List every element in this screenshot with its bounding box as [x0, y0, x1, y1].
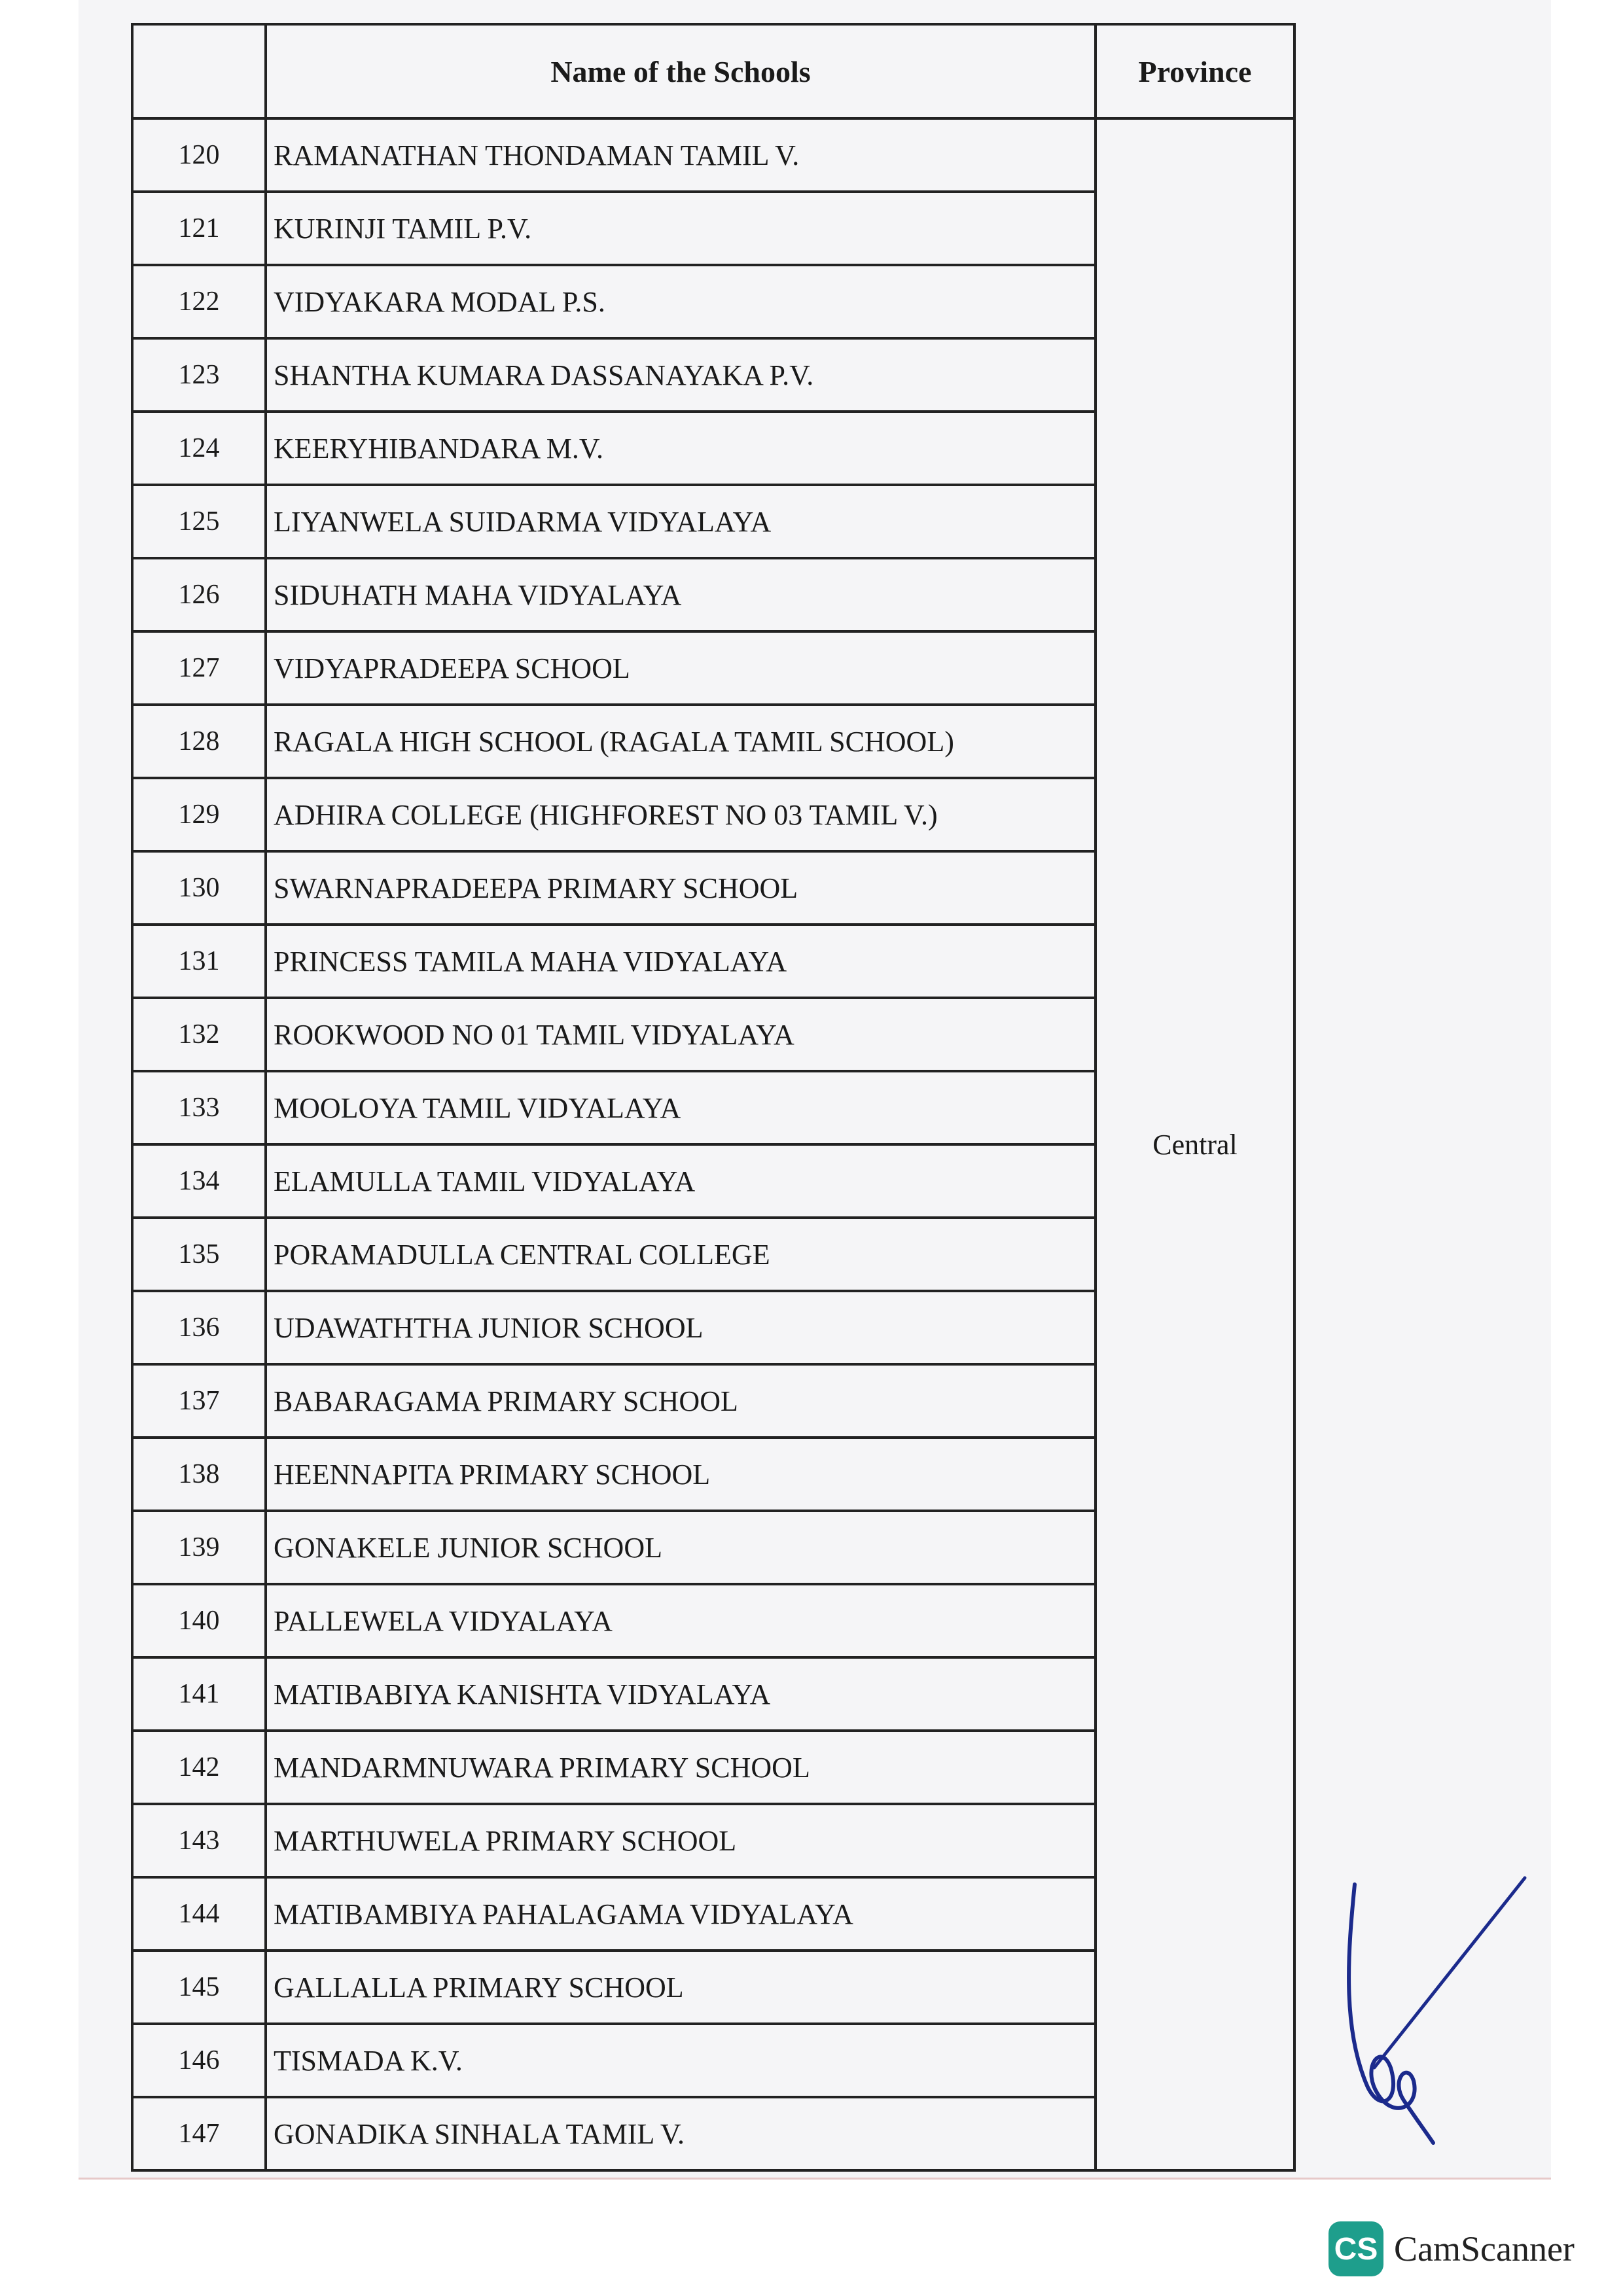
school-name: VIDYAKARA MODAL P.S. [266, 265, 1096, 338]
row-number: 121 [132, 192, 266, 265]
row-number: 125 [132, 485, 266, 558]
row-number: 142 [132, 1731, 266, 1804]
school-name: RAGALA HIGH SCHOOL (RAGALA TAMIL SCHOOL) [266, 705, 1096, 778]
school-name: SHANTHA KUMARA DASSANAYAKA P.V. [266, 338, 1096, 412]
school-name: PRINCESS TAMILA MAHA VIDYALAYA [266, 925, 1096, 998]
row-number: 138 [132, 1438, 266, 1511]
school-name: BABARAGAMA PRIMARY SCHOOL [266, 1364, 1096, 1438]
schools-table [131, 23, 1296, 2172]
row-number: 133 [132, 1071, 266, 1144]
school-name: MOOLOYA TAMIL VIDYALAYA [266, 1071, 1096, 1144]
row-number: 144 [132, 1877, 266, 1951]
row-number: 122 [132, 265, 266, 338]
school-name: ADHIRA COLLEGE (HIGHFOREST NO 03 TAMIL V.) [266, 778, 1096, 851]
school-name: PALLEWELA VIDYALAYA [266, 1584, 1096, 1657]
row-number: 146 [132, 2024, 266, 2097]
table-header-row [132, 24, 1294, 118]
row-number: 147 [132, 2097, 266, 2170]
header-number [132, 24, 266, 118]
row-number: 130 [132, 851, 266, 925]
camscanner-logo-icon: CS [1329, 2221, 1383, 2276]
row-number: 124 [132, 412, 266, 485]
school-name: MATIBAMBIYA PAHALAGAMA VIDYALAYA [266, 1877, 1096, 1951]
row-number: 137 [132, 1364, 266, 1438]
row-number: 134 [132, 1144, 266, 1218]
row-number: 129 [132, 778, 266, 851]
school-name: ROOKWOOD NO 01 TAMIL VIDYALAYA [266, 998, 1096, 1071]
row-number: 126 [132, 558, 266, 631]
school-name: GONAKELE JUNIOR SCHOOL [266, 1511, 1096, 1584]
table-row [132, 118, 1294, 192]
school-name: ELAMULLA TAMIL VIDYALAYA [266, 1144, 1096, 1218]
school-name: KURINJI TAMIL P.V. [266, 192, 1096, 265]
school-name: MANDARMNUWARA PRIMARY SCHOOL [266, 1731, 1096, 1804]
school-name: SWARNAPRADEEPA PRIMARY SCHOOL [266, 851, 1096, 925]
row-number: 136 [132, 1291, 266, 1364]
row-number: 139 [132, 1511, 266, 1584]
row-number: 132 [132, 998, 266, 1071]
header-province: Province [1096, 24, 1294, 118]
row-number: 135 [132, 1218, 266, 1291]
school-name: SIDUHATH MAHA VIDYALAYA [266, 558, 1096, 631]
school-name: RAMANATHAN THONDAMAN TAMIL V. [266, 118, 1096, 192]
row-number: 128 [132, 705, 266, 778]
school-name: KEERYHIBANDARA M.V. [266, 412, 1096, 485]
camscanner-watermark [1329, 2221, 1575, 2276]
handwritten-signature-icon [1329, 1871, 1538, 2146]
school-name: HEENNAPITA PRIMARY SCHOOL [266, 1438, 1096, 1511]
header-school-name: Name of the Schools [266, 24, 1096, 118]
row-number: 120 [132, 118, 266, 192]
row-number: 131 [132, 925, 266, 998]
paper-edge [79, 2178, 1551, 2180]
row-number: 123 [132, 338, 266, 412]
school-name: GONADIKA SINHALA TAMIL V. [266, 2097, 1096, 2170]
school-name: VIDYAPRADEEPA SCHOOL [266, 631, 1096, 705]
row-number: 140 [132, 1584, 266, 1657]
school-name: MATIBABIYA KANISHTA VIDYALAYA [266, 1657, 1096, 1731]
table-body [132, 118, 1294, 2170]
camscanner-label: CamScanner [1394, 2229, 1575, 2269]
row-number: 141 [132, 1657, 266, 1731]
school-name: TISMADA K.V. [266, 2024, 1096, 2097]
row-number: 145 [132, 1951, 266, 2024]
school-name: MARTHUWELA PRIMARY SCHOOL [266, 1804, 1096, 1877]
row-number: 143 [132, 1804, 266, 1877]
school-name: UDAWATHTHA JUNIOR SCHOOL [266, 1291, 1096, 1364]
school-name: PORAMADULLA CENTRAL COLLEGE [266, 1218, 1096, 1291]
province-cell: Central [1096, 118, 1294, 2170]
row-number: 127 [132, 631, 266, 705]
school-name: GALLALLA PRIMARY SCHOOL [266, 1951, 1096, 2024]
school-name: LIYANWELA SUIDARMA VIDYALAYA [266, 485, 1096, 558]
